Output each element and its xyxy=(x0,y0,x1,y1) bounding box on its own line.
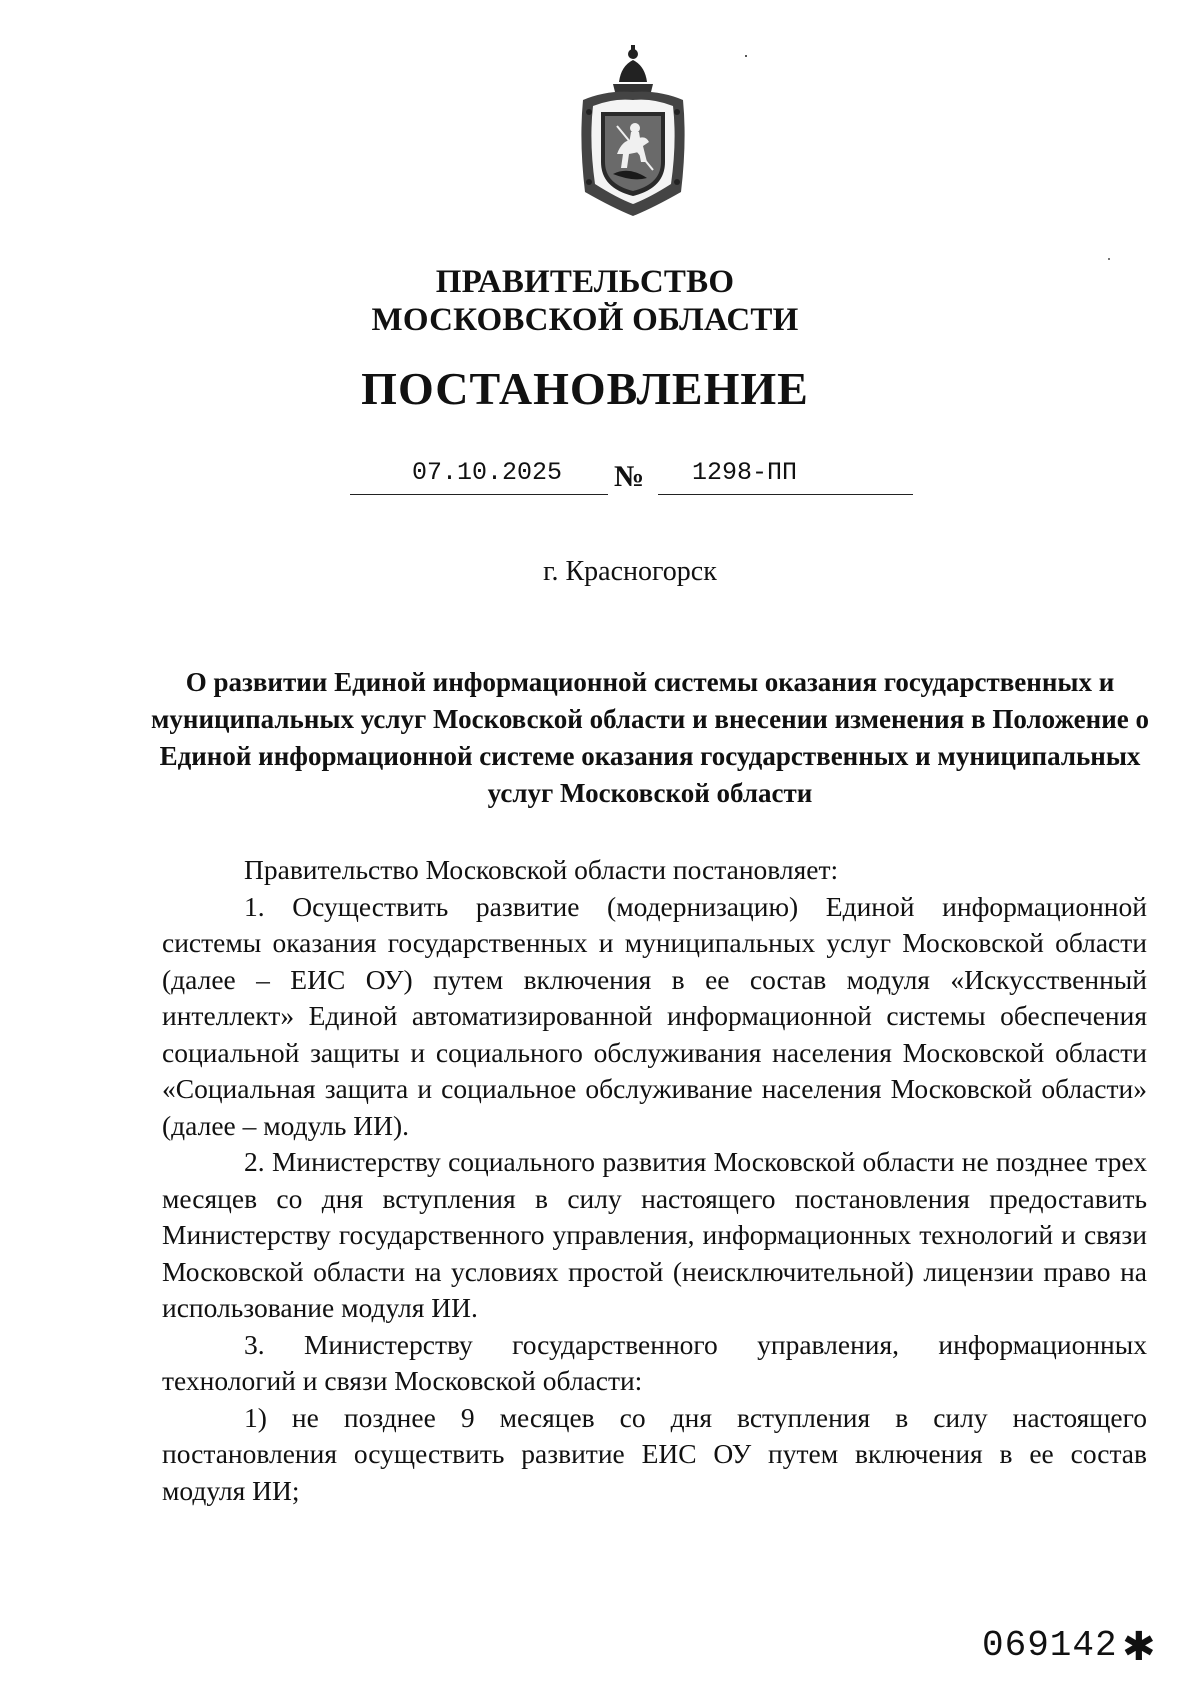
number-underline xyxy=(658,494,913,495)
body-paragraph: 1) не позднее 9 месяцев со дня вступления в силу настоящего постановления осуществить развитие ЕИС ОУ путем включения в ее состав модуля ИИ; xyxy=(162,1401,1147,1506)
coat-of-arms-icon xyxy=(573,42,693,218)
body-paragraph: 1. Осуществить развитие (модернизацию) Единой информационной системы оказания государственных и муниципальных услуг Московской области (далее – ЕИС ОУ) путем включения в ее состав модуля «Искусственный интеллект» Единой автоматизированной информационной системы обеспечения социальной защиты и социального обслуживания населения Московской области «Социальная защита и социальное обслуживание населения Московской области» (далее – модуль ИИ). xyxy=(162,890,1147,1141)
document-type: ПОСТАНОВЛЕНИЕ xyxy=(361,363,809,414)
document-city: г. Красногорск xyxy=(543,556,717,587)
date-underline xyxy=(350,494,608,495)
document-body xyxy=(162,852,1147,1509)
asterisk-icon: ✱ xyxy=(1122,1624,1156,1670)
body-intro: Правительство Московской области постановляет: xyxy=(244,854,839,885)
scan-speck xyxy=(1108,258,1110,260)
body-paragraph: 2. Министерству социального развития Московской области не позднее трех месяцев со дня вступления в силу настоящего постановления предоставить Министерству государственного управления, информационных технологий и связи Московской области на условиях простой (неисключительной) лицензии право на использование модуля ИИ. xyxy=(162,1146,1147,1323)
body-paragraph: 3. Министерству государственного управления, информационных технологий и связи Московской области: xyxy=(162,1328,1147,1396)
serial-number: 069142 xyxy=(982,1625,1118,1666)
document-date: 07.10.2025 xyxy=(412,458,563,487)
organization-name-line1: ПРАВИТЕЛЬСТВО xyxy=(435,264,735,300)
document-number: 1298-ПП xyxy=(692,458,798,487)
scan-speck xyxy=(745,55,747,57)
organization-name-line2: МОСКОВСКОЙ ОБЛАСТИ xyxy=(371,302,799,338)
number-sign: № xyxy=(614,460,645,493)
document-title: О развитии Единой информационной системы оказания государственных и муниципальных услуг Московской области и внесении изменения в Положение о Единой информационной системе оказания государственных и муниципальных услуг Московской области xyxy=(151,667,1149,808)
